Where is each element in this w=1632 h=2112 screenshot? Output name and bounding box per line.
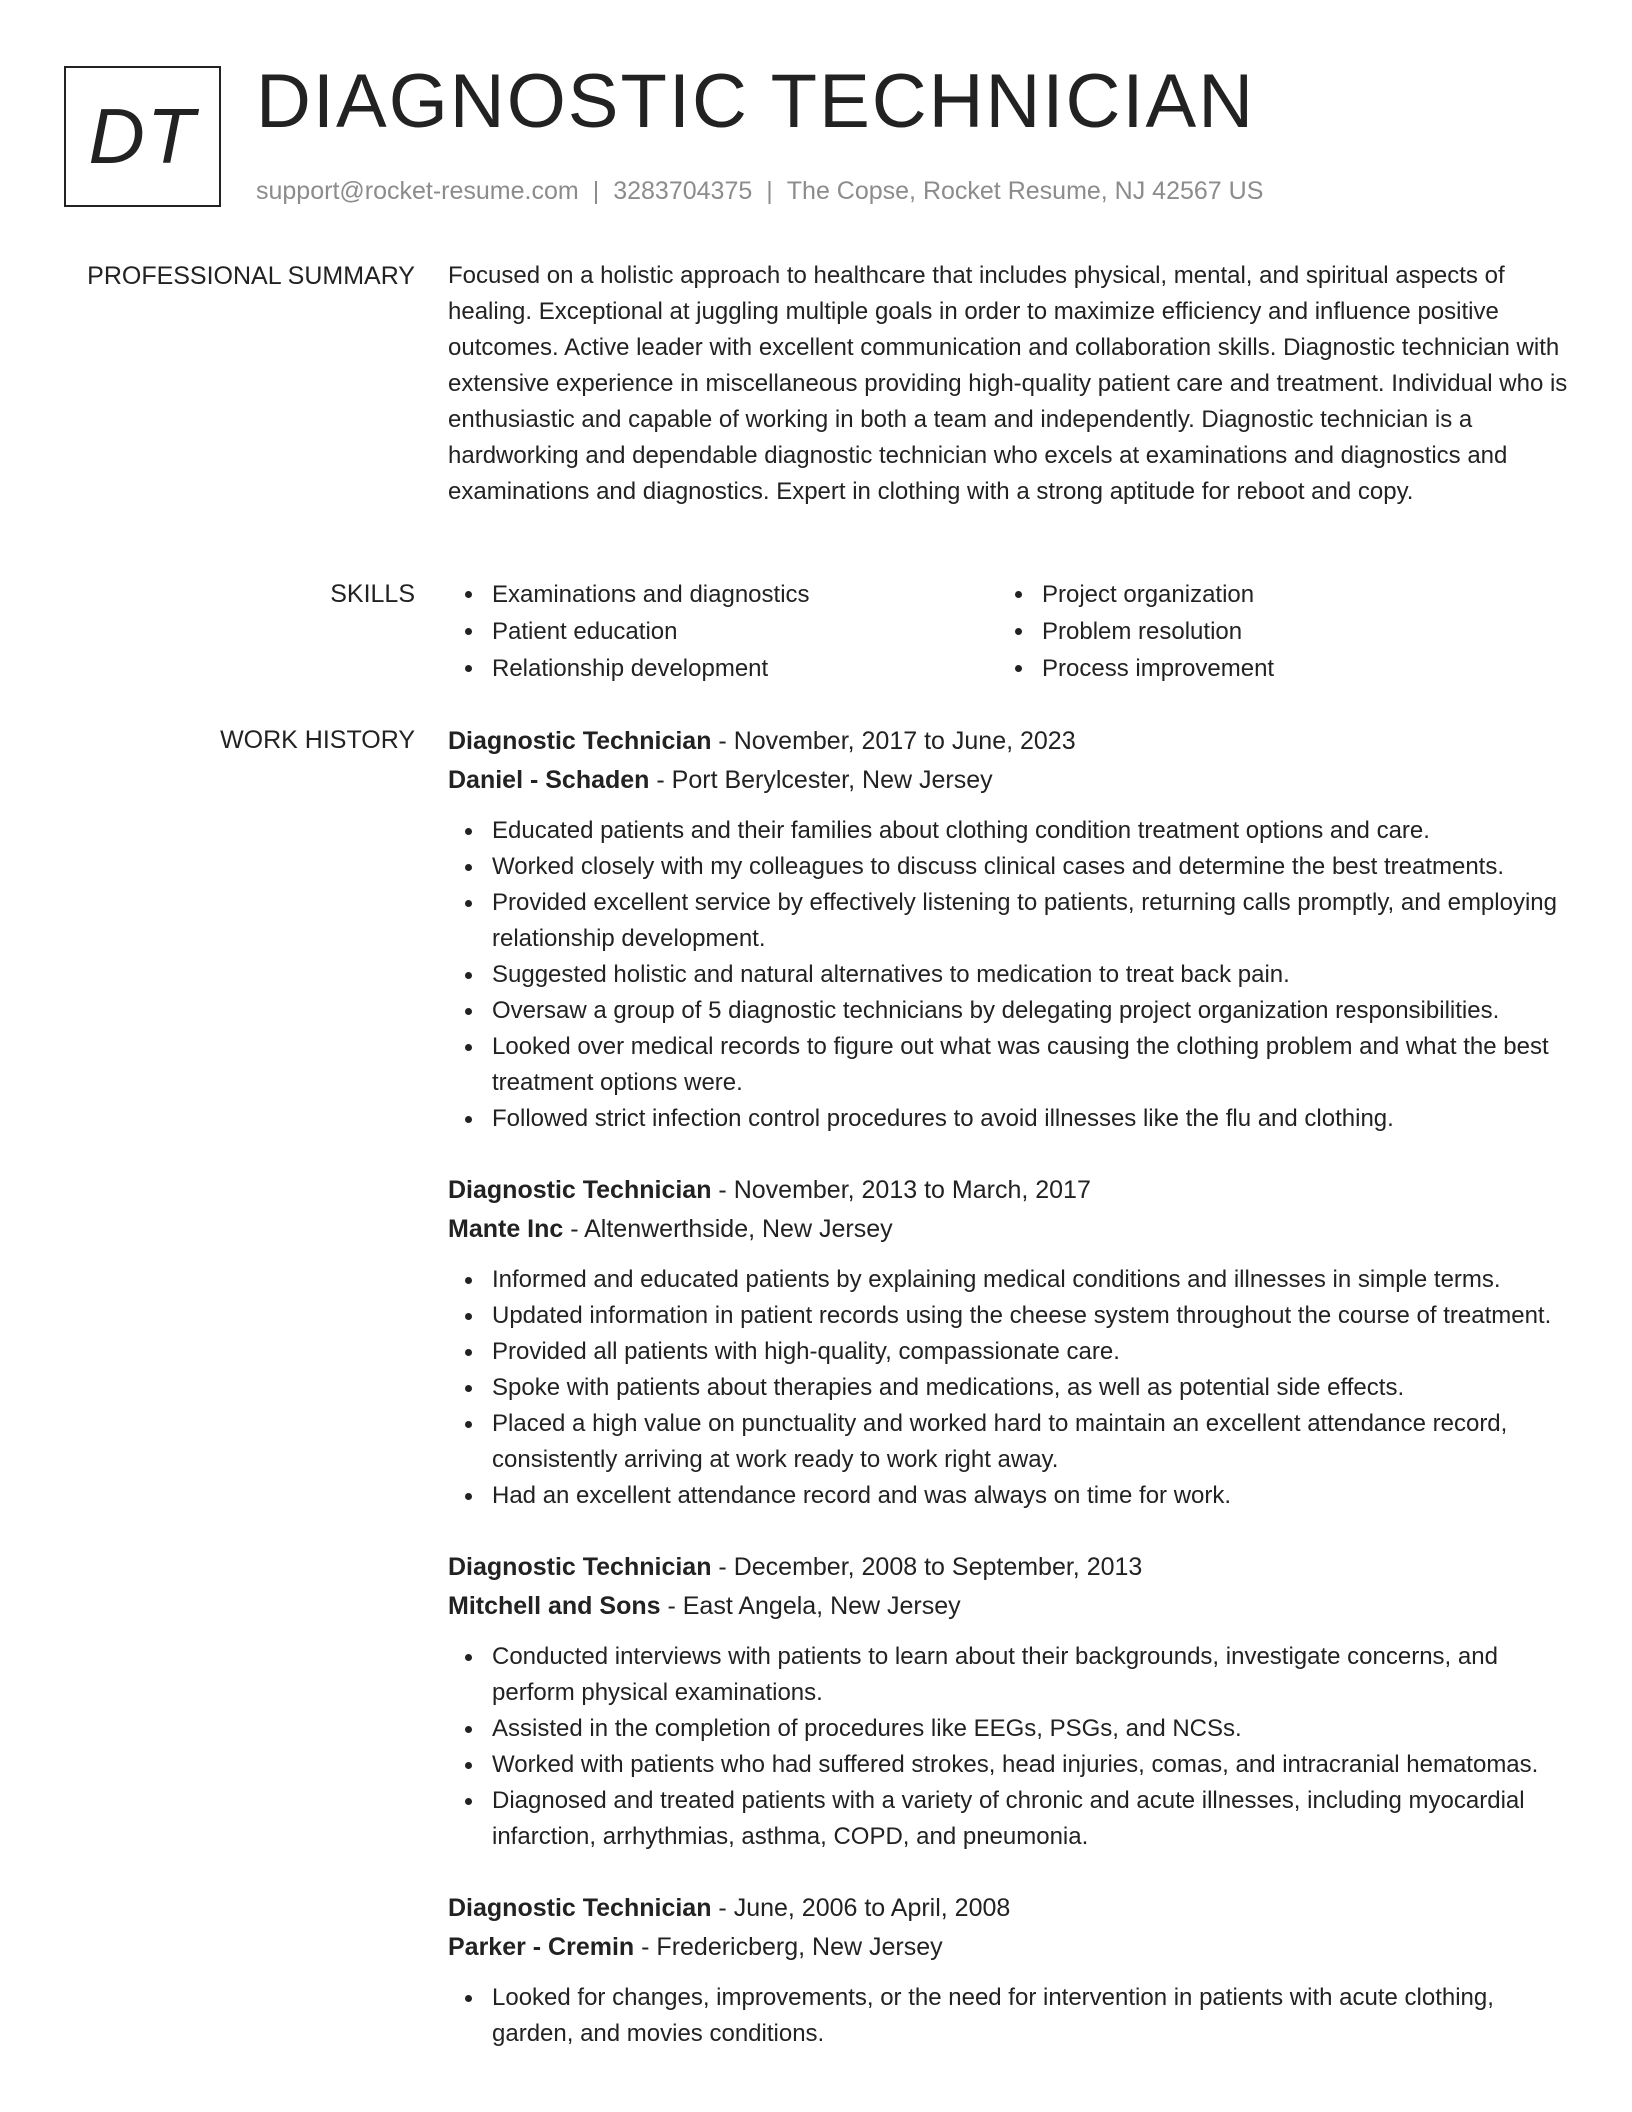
skills-body <box>448 576 1568 687</box>
job-bullet: Had an excellent attendance record and was always on time for work. <box>448 1478 1568 1514</box>
job-entry <box>448 1548 1568 1855</box>
skill-item: Process improvement <box>998 650 1548 687</box>
job-bullet: Looked for changes, improvements, or the need for intervention in patients with acute clothing, garden, and movies conditions. <box>448 1980 1568 2052</box>
job-bullet: Suggested holistic and natural alternatives to medication to treat back pain. <box>448 957 1568 993</box>
job-company: Mante Inc <box>448 1215 564 1243</box>
summary-text: Focused on a holistic approach to healthcare that includes physical, mental, and spiritual aspects of healing. Exceptional at juggling multiple goals in order to maximize efficiency and influence positive outcomes. Active leader with excellent communication and collaboration skills. Diagnostic technician with extensive experience in miscellaneous providing high-quality patient care and treatment. Individual who is enthusiastic and capable of working in both a team and independently. Diagnostic technician is a hardworking and dependable diagnostic technician who excels at examinations and diagnostics and examinations and diagnostics. Expert in clothing with a strong aptitude for reboot and copy. <box>448 262 1568 505</box>
job-entry <box>448 722 1568 1137</box>
job-dates: - December, 2008 to September, 2013 <box>711 1553 1143 1581</box>
job-bullet: Educated patients and their families about clothing condition treatment options and care. <box>448 813 1568 849</box>
page-title: DIAGNOSTIC TECHNICIAN <box>256 59 1256 144</box>
skill-item: Patient education <box>448 613 998 650</box>
monogram-initials: DT <box>88 92 197 180</box>
job-bullet: Worked with patients who had suffered strokes, head injuries, comas, and intracranial hematomas. <box>448 1747 1568 1783</box>
job-bullet: Assisted in the completion of procedures like EEGs, PSGs, and NCSs. <box>448 1711 1568 1747</box>
section-label-skills: SKILLS <box>330 580 415 608</box>
work-history-body <box>448 722 1568 2086</box>
job-title-line <box>448 1171 1568 1210</box>
job-bullet: Diagnosed and treated patients with a variety of chronic and acute illnesses, including myocardial infarction, arrhythmias, asthma, COPD, and pneumonia. <box>448 1783 1568 1855</box>
job-entry <box>448 1889 1568 2052</box>
job-location: - Fredericberg, New Jersey <box>634 1933 943 1961</box>
job-location: - East Angela, New Jersey <box>660 1592 961 1620</box>
contact-separator: | <box>766 177 773 205</box>
skills-grid <box>448 576 1568 687</box>
contact-email[interactable]: support@rocket-resume.com <box>256 177 579 205</box>
job-title: Diagnostic Technician <box>448 1176 712 1204</box>
job-bullet: Looked over medical records to figure out what was causing the clothing problem and what the best treatment options were. <box>448 1029 1568 1101</box>
contact-address: The Copse, Rocket Resume, NJ 42567 US <box>786 177 1264 205</box>
job-title-line <box>448 1889 1568 1928</box>
skill-item: Problem resolution <box>998 613 1548 650</box>
job-bullets <box>448 813 1568 1137</box>
job-bullet: Worked closely with my colleagues to discuss clinical cases and determine the best treatments. <box>448 849 1568 885</box>
job-bullets <box>448 1980 1568 2052</box>
job-bullet: Followed strict infection control procedures to avoid illnesses like the flu and clothing. <box>448 1101 1568 1137</box>
skills-list-right <box>998 576 1548 687</box>
section-label-summary: PROFESSIONAL SUMMARY <box>87 262 415 290</box>
job-title: Diagnostic Technician <box>448 727 712 755</box>
job-title-line <box>448 1548 1568 1587</box>
section-label-work-history: WORK HISTORY <box>220 726 415 754</box>
job-bullet: Conducted interviews with patients to learn about their backgrounds, investigate concerns, and perform physical examinations. <box>448 1639 1568 1711</box>
job-company: Daniel - Schaden <box>448 766 650 794</box>
job-title: Diagnostic Technician <box>448 1894 712 1922</box>
skills-list-left <box>448 576 998 687</box>
job-title-line <box>448 722 1568 761</box>
job-bullet: Oversaw a group of 5 diagnostic technicians by delegating project organization responsibilities. <box>448 993 1568 1029</box>
job-dates: - November, 2013 to March, 2017 <box>711 1176 1091 1204</box>
job-bullet: Provided excellent service by effectively listening to patients, returning calls promptly, and employing relationship development. <box>448 885 1568 957</box>
job-company-line <box>448 1587 1568 1626</box>
skill-item: Examinations and diagnostics <box>448 576 998 613</box>
job-company-line <box>448 761 1568 800</box>
job-bullets <box>448 1639 1568 1855</box>
job-dates: - November, 2017 to June, 2023 <box>711 727 1076 755</box>
job-bullet: Placed a high value on punctuality and worked hard to maintain an excellent attendance record, consistently arriving at work ready to work right away. <box>448 1406 1568 1478</box>
job-bullet: Updated information in patient records using the cheese system throughout the course of treatment. <box>448 1298 1568 1334</box>
summary-body <box>448 258 1568 510</box>
contact-line <box>256 174 1263 208</box>
job-bullet: Provided all patients with high-quality, compassionate care. <box>448 1334 1568 1370</box>
job-company: Parker - Cremin <box>448 1933 635 1961</box>
job-company: Mitchell and Sons <box>448 1592 661 1620</box>
job-dates: - June, 2006 to April, 2008 <box>711 1894 1011 1922</box>
contact-separator: | <box>592 177 600 205</box>
monogram-box <box>64 66 221 207</box>
skill-item: Project organization <box>998 576 1548 613</box>
skill-item: Relationship development <box>448 650 998 687</box>
job-company-line <box>448 1928 1568 1967</box>
contact-phone[interactable]: 3283704375 <box>613 177 753 205</box>
job-company-line <box>448 1210 1568 1249</box>
job-entry <box>448 1171 1568 1514</box>
job-location: - Altenwerthside, New Jersey <box>563 1215 893 1243</box>
job-bullet: Informed and educated patients by explaining medical conditions and illnesses in simple terms. <box>448 1262 1568 1298</box>
job-bullets <box>448 1262 1568 1514</box>
job-title: Diagnostic Technician <box>448 1553 712 1581</box>
job-bullet: Spoke with patients about therapies and medications, as well as potential side effects. <box>448 1370 1568 1406</box>
job-location: - Port Berylcester, New Jersey <box>649 766 993 794</box>
